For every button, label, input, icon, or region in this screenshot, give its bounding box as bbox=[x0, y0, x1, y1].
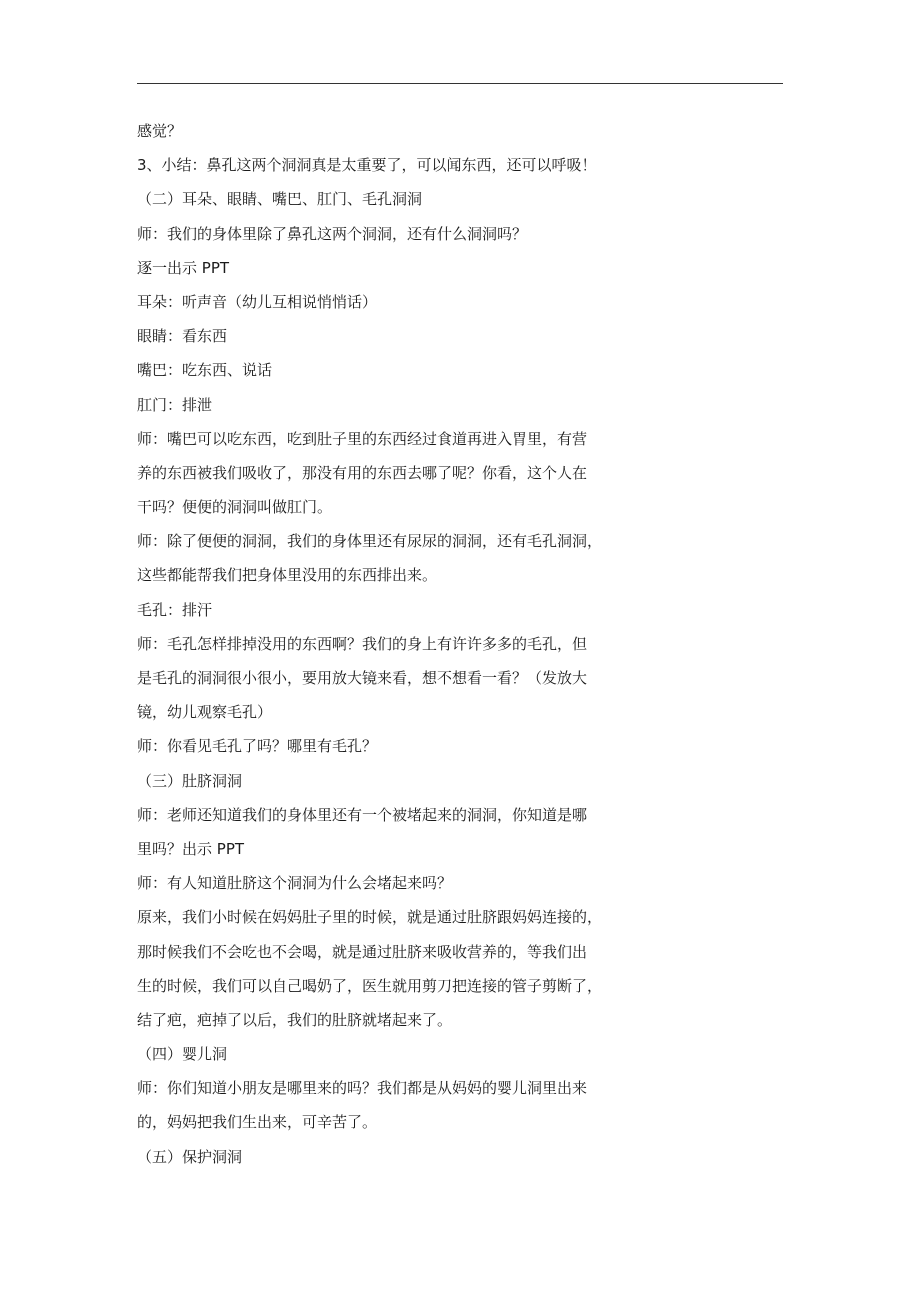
section-heading: （四）婴儿洞 bbox=[137, 1045, 228, 1064]
text-line: 3、小结：鼻孔这两个洞洞真是太重要了，可以闻东西，还可以呼吸！ bbox=[137, 156, 597, 175]
section-heading: （三）肚脐洞洞 bbox=[137, 771, 243, 790]
text-line: 逐一出示 PPT bbox=[137, 258, 230, 277]
text-line: 那时候我们不会吃也不会喝，就是通过肚脐来吸收营养的，等我们出 bbox=[137, 942, 588, 961]
text-line: 镜，幼儿观察毛孔） bbox=[137, 703, 273, 722]
header-rule bbox=[137, 83, 783, 84]
text-line: 感觉？ bbox=[137, 122, 183, 140]
text-line: 的，妈妈把我们生出来，可辛苦了。 bbox=[137, 1113, 378, 1132]
text-line: 师：有人知道肚脐这个洞洞为什么会堵起来吗？ bbox=[137, 874, 453, 893]
text-line: 干吗？便便的洞洞叫做肛门。 bbox=[137, 498, 333, 517]
text-line: 师：老师还知道我们的身体里还有一个被堵起来的洞洞，你知道是哪 bbox=[137, 805, 588, 824]
text-line: 是毛孔的洞洞很小很小，要用放大镜来看，想不想看一看？（发放大 bbox=[137, 669, 588, 687]
document-body bbox=[137, 114, 617, 1174]
text-line: 嘴巴：吃东西、说话 bbox=[137, 361, 273, 380]
text-line: 耳朵：听声音（幼儿互相说悄悄话） bbox=[137, 292, 378, 311]
text-line: 肛门：排泄 bbox=[137, 395, 213, 414]
text-line: 师：我们的身体里除了鼻孔这两个洞洞，还有什么洞洞吗？ bbox=[137, 224, 528, 243]
text-line: 师：毛孔怎样排掉没用的东西啊？我们的身上有许许多多的毛孔，但 bbox=[137, 634, 588, 653]
section-heading: （二）耳朵、眼睛、嘴巴、肛门、毛孔洞洞 bbox=[137, 190, 423, 209]
text-line: 生的时候，我们可以自己喝奶了，医生就用剪刀把连接的管子剪断了， bbox=[137, 976, 603, 995]
text-line: 师：你们知道小朋友是哪里来的吗？我们都是从妈妈的婴儿洞里出来 bbox=[137, 1079, 588, 1098]
text-line: 里吗？出示 PPT bbox=[137, 839, 245, 858]
text-line: 师：你看见毛孔了吗？哪里有毛孔？ bbox=[137, 737, 378, 756]
text-line: 毛孔：排汗 bbox=[137, 600, 213, 619]
text-line: 师：除了便便的洞洞，我们的身体里还有尿尿的洞洞，还有毛孔洞洞， bbox=[137, 532, 603, 551]
text-line: 这些都能帮我们把身体里没用的东西排出来。 bbox=[137, 566, 438, 585]
section-heading: （五）保护洞洞 bbox=[137, 1147, 243, 1166]
text-line: 师：嘴巴可以吃东西，吃到肚子里的东西经过食道再进入胃里，有营 bbox=[137, 429, 588, 448]
text-line: 结了疤，疤掉了以后，我们的肚脐就堵起来了。 bbox=[137, 1010, 453, 1029]
text-line: 眼睛：看东西 bbox=[137, 327, 228, 346]
text-line: 养的东西被我们吸收了，那没有用的东西去哪了呢？你看，这个人在 bbox=[137, 463, 588, 482]
text-line: 原来，我们小时候在妈妈肚子里的时候，就是通过肚脐跟妈妈连接的， bbox=[137, 908, 603, 927]
